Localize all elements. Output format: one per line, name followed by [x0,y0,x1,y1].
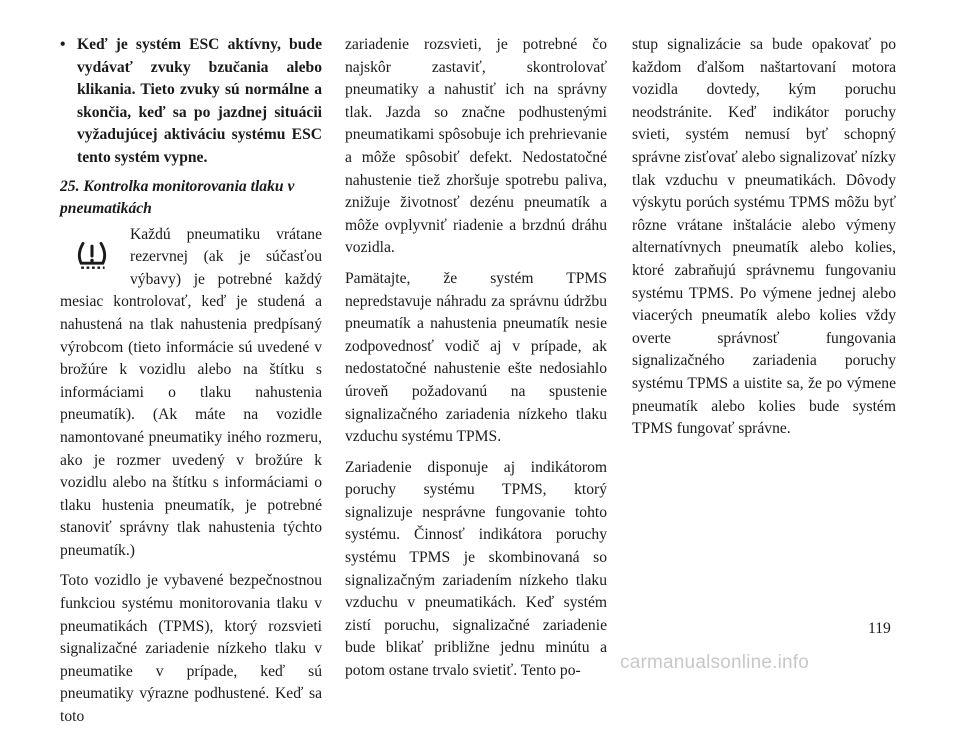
tpms-malfunction-paragraph: Zariadenie disponuje aj indikátorom poruchy systému TPMS, ktorý signalizuje nesprávne fungovanie tohto systému. Činnosť indikátora poruchy systému TPMS je skombinovaná so signalizačným zariadením nízkeho tlaku vzduchu v pneumatikách. Keď systém zistí poruchu, signalizačné zariadenie bude blikať približne jednu minútu a potom ostane trvalo svietiť. Tento po- [345,458,607,680]
bullet-dot: • [60,36,66,53]
column-left [60,34,322,737]
tpms-not-substitute-paragraph: Pamätajte, že systém TPMS nepredstavuje náhradu za správnu údržbu pneumatík a nahustenia pneumatík nesie zodpovednosť vodič aj v prípade, ak nedostatočné nahustenie ešte nedosiahlo úroveň požadovanú na spustenie signalizačného zariadenia nízkeho tlaku vzduchu systému TPMS. [345,269,607,446]
underinflation-paragraph: zariadenie rozsvieti, je potrebné čo najskôr zastaviť, skontrolovať pneumatiky a nahustiť ich na správny tlak. Jazda so značne podhustenými pneumatikami spôsobuje ich prehrievanie a môže spôsobiť defekt. Nedostatočné nahustenie tiež zhoršuje spotrebu paliva, znižuje životnosť dezénu pneumatík a môže ovplyvniť riadenie a brzdnú dráhu vozidla. [345,36,607,257]
column-middle [345,34,607,691]
malfunction-continuation-paragraph: stup signalizácie sa bude opakovať po každom ďalšom naštartovaní motora vozidla dovtedy, kým poruchu neodstránite. Keď indikátor poruchy svieti, systém nemusí byť schopný správne zisťovať alebo signalizovať nízky tlak vzduchu v pneumatikách. Dôvody výskytu porúch systému TPMS môžu byť rôzne vrátane inštalácie alebo výmeny alternatívnych pneumatík alebo kolies, ktoré zabraňujú správnemu fungovaniu systému TPMS. Po výmene jednej alebo viacerých pneumatík alebo kolies vždy overte správnosť fungovania signalizačného zariadenia poruchy systému TPMS a uistite sa, že po výmene pneumatík alebo kolies bude systém TPMS fungovať správne. [632,36,896,438]
tpms-feature-paragraph: Toto vozidlo je vybavené bezpečnostnou funkciou systému monitorovania tlaku v pneumatikách (TPMS), ktorý rozsvieti signalizačné zariadenie nízkeho tlaku v pneumatike v prípade, keď sú pneumatiky výrazne podhustené. Keď sa toto [60,572,322,726]
tpms-intro-text: Každú pneumatiku vrátane rezervnej (ak je súčasťou výbavy) je potrebné každý mesiac kontrolovať, keď je studená a nahustená na tlak nahustenia predpísaný výrobcom (tieto informácie sú uvedené v brožúre k vozidlu alebo na štítku s informáciami o tlaku nahustenia pneumatík). (Ak máte na vozidle namontované pneumatiky iného rozmeru, ako je rozmer uvedený v brožúre k vozidlu alebo na štítku s informáciami o tlaku hustenia pneumatík, je potrebné stanoviť správny tlak nahustenia týchto pneumatík.) [60,225,322,559]
page-number: 119 [868,620,891,637]
tpms-intro-paragraph [60,224,322,563]
section-heading-tpms: 25. Kontrolka monitorovania tlaku v pneumatikách [60,177,295,217]
esc-bullet-item [60,34,322,170]
watermark: carmanualsonline.info [620,652,810,673]
column-right [632,34,896,449]
esc-bullet-text: Keď je systém ESC aktívny, bude vydávať zvuky bzučania alebo klikania. Tieto zvuky sú normálne a skončia, keď sa po jazdnej situácii vyžadujúcej aktiváciu systému ESC tento systém vypne. [77,36,322,166]
tire-pressure-warning-icon [60,228,124,284]
